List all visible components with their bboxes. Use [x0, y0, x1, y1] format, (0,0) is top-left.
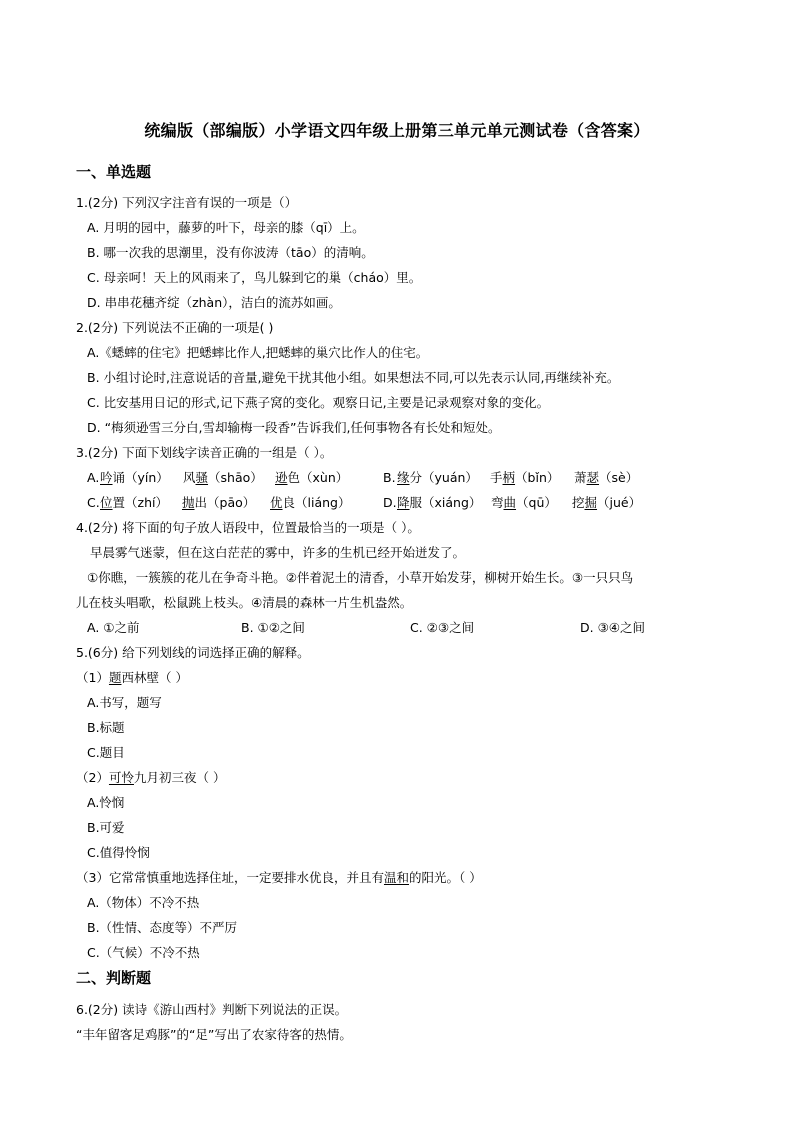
section-heading-single-choice: 一、单选题 [76, 163, 152, 181]
word-part: 风 [183, 470, 196, 485]
question-2-stem: 2.(2分) 下列说法不正确的一项是( ) [76, 320, 274, 335]
question-1-option-c: C. 母亲呵！天上的风雨来了，鸟儿躲到它的巢（cháo）里。 [87, 270, 422, 285]
question-5-sub-1 [76, 670, 188, 686]
question-3-option-b [383, 470, 713, 486]
question-5-sub-3-option-c: C.（气候）不冷不热 [87, 945, 200, 960]
question-1-option-b: B. 哪一次我的思潮里，没有你波涛（tāo）的清响。 [87, 245, 374, 260]
reading: 服（xiáng） [409, 495, 482, 510]
question-6-statement: “丰年留客足鸡豚”的“足”写出了农家待客的热情。 [76, 1027, 352, 1042]
option-letter: B. [383, 470, 396, 485]
underlined-char: 骚 [195, 470, 209, 485]
sub-text: 西林壁（ ） [121, 670, 188, 685]
question-5-sub-1-option-b: B.标题 [87, 720, 125, 735]
question-5-sub-2-option-c: C.值得怜悯 [87, 845, 150, 860]
question-2-option-d: D. “梅须逊雪三分白,雪却输梅一段香”告诉我们,任何事物各有长处和短处。 [87, 420, 501, 435]
sub-text: 九月初三夜（ ） [133, 770, 226, 785]
underlined-char: 位 [100, 495, 113, 510]
option-letter: A. [87, 470, 100, 485]
question-4-stem: 4.(2分) 将下面的句子放人语段中，位置最恰当的一项是（ ）。 [76, 520, 420, 535]
underlined-char: 缘 [397, 470, 410, 485]
reading: （bǐn） [515, 470, 560, 485]
word-part: 弯 [491, 495, 504, 510]
underlined-word: 温和 [383, 870, 409, 885]
word-part: 手 [490, 470, 503, 485]
reading: 良（liáng） [282, 495, 351, 510]
underlined-word: 可怜 [108, 770, 134, 785]
reading: 置（zhí） [112, 495, 168, 510]
sub-text: 的阳光。（ ） [408, 870, 482, 885]
question-2-option-a: A.《蟋蟀的住宅》把蟋蟀比作人,把蟋蟀的巢穴比作人的住宅。 [87, 345, 429, 360]
question-4-option-a: A. ①之前 [87, 620, 140, 635]
underlined-char: 降 [397, 495, 410, 510]
question-5-sub-1-option-c: C.题目 [87, 745, 125, 760]
underlined-char: 抛 [182, 495, 195, 510]
underlined-char: 逊 [275, 470, 288, 485]
word-part: 萧 [574, 470, 587, 485]
page-title: 统编版（部编版）小学语文四年级上册第三单元单元测试卷（含答案） [144, 121, 650, 140]
question-5-sub-3-option-b: B.（性情、态度等）不严厉 [87, 920, 238, 935]
underlined-char: 瑟 [586, 470, 600, 485]
question-5-sub-2-option-b: B.可爱 [87, 820, 125, 835]
question-4-option-c: C. ②③之间 [410, 620, 475, 635]
question-5-sub-2-option-a: A.怜悯 [87, 795, 125, 810]
question-5-sub-3-option-a: A.（物体）不冷不热 [87, 895, 200, 910]
sub-number: （2） [76, 770, 109, 785]
sub-number: （1） [76, 670, 109, 685]
option-letter: C. [87, 495, 100, 510]
question-4-option-b: B. ①②之间 [241, 620, 305, 635]
question-3-stem: 3.(2分) 下面下划线字读音正确的一组是（ ）。 [76, 445, 333, 460]
question-1-stem: 1.(2分) 下列汉字注音有误的一项是（） [76, 195, 298, 210]
word-part: 挖 [572, 495, 585, 510]
question-3-option-a [87, 470, 407, 486]
reading: 分（yuán） [409, 470, 478, 485]
reading: （qū） [516, 495, 557, 510]
reading: （sè） [599, 470, 639, 485]
reading: 诵（yín） [112, 470, 169, 485]
underlined-word: 题 [108, 670, 122, 685]
question-5-stem: 5.(6分) 给下列划线的词选择正确的解释。 [76, 645, 310, 660]
underlined-char: 柄 [502, 470, 516, 485]
question-5-sub-1-option-a: A.书写，题写 [87, 695, 162, 710]
reading: 色（xùn） [287, 470, 349, 485]
question-2-option-c: C. 比安基用日记的形式,记下燕子窝的变化。观察日记,主要是记录观察对象的变化。 [87, 395, 550, 410]
sub-text: （3）它常常慎重地选择住址，一定要排水优良，并且有 [76, 870, 384, 885]
question-4-paragraph-2-line-2: 儿在枝头唱歌，松鼠跳上枝头。④清晨的森林一片生机盎然。 [76, 595, 413, 610]
question-3-option-d [383, 495, 713, 511]
underlined-char: 优 [270, 495, 283, 510]
question-1-option-a: A. 月明的园中，藤萝的叶下，母亲的膝（qī）上。 [87, 220, 365, 235]
option-letter: D. [383, 495, 397, 510]
reading: （jué） [597, 495, 642, 510]
reading: （shāo） [208, 470, 263, 485]
underlined-char: 掘 [584, 495, 598, 510]
question-5-sub-3 [76, 870, 482, 886]
question-4-paragraph-1: 早晨雾气迷蒙，但在这白茫茫的雾中，许多的生机已经开始迸发了。 [90, 545, 466, 560]
question-1-option-d: D. 串串花穗齐绽（zhàn），洁白的流苏如画。 [87, 295, 341, 310]
underlined-char: 曲 [503, 495, 517, 510]
question-4-option-d: D. ③④之间 [580, 620, 645, 635]
reading: 出（pāo） [194, 495, 256, 510]
question-4-paragraph-2-line-1: ①你瞧，一簇簇的花儿在争奇斗艳。②伴着泥土的清香，小草开始发芽，柳树开始生长。③一只只鸟 [87, 570, 634, 585]
question-3-option-c [87, 495, 407, 511]
section-heading-true-false: 二、判断题 [76, 969, 152, 987]
underlined-char: 吟 [100, 470, 113, 485]
question-5-sub-2 [76, 770, 225, 786]
question-2-option-b: B. 小组讨论时,注意说话的音量,避免干扰其他小组。如果想法不同,可以先表示认同,再继续补充。 [87, 370, 620, 385]
question-6-stem: 6.(2分) 读诗《游山西村》判断下列说法的正误。 [76, 1002, 348, 1017]
